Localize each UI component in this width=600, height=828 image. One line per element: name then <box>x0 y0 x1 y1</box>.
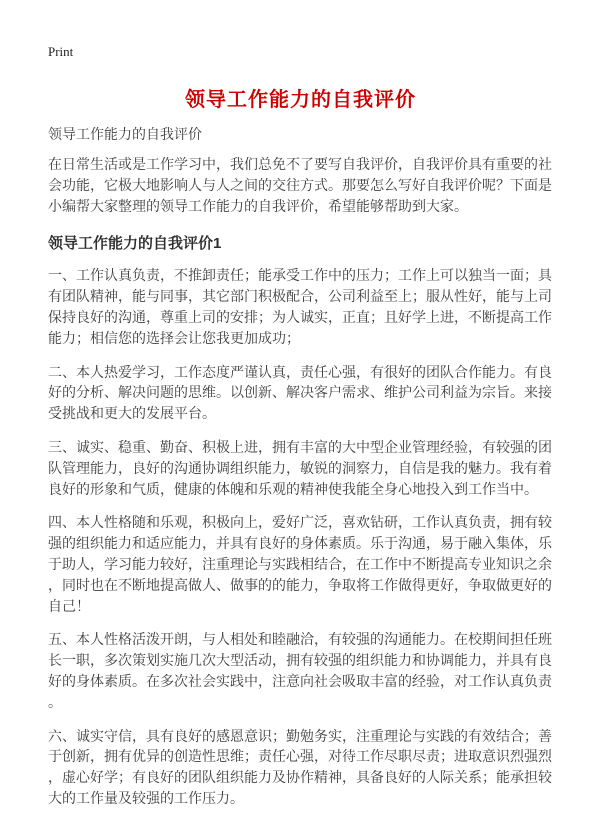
page-title: 领导工作能力的自我评价 <box>185 89 416 111</box>
body-paragraph-6: 六、诚实守信，具有良好的感恩意识；勤勉务实，注重理论与实践的有效结合；善于创新，拥有优异的创造性思维；责任心强，对待工作尽职尽责；进取意识烈强烈，虚心好学；有良好的团队组织能力及协作精神，具备良好的人际关系；能承担较大的工作量及较强的工作压力。 <box>48 727 552 806</box>
intro-paragraph: 在日常生活或是工作学习中，我们总免不了要写自我评价，自我评价具有重要的社会功能，它极大地影响人与人之间的交往方式。那要怎么写好自我评价呢？下面是小编帮大家整理的领导工作能力的自我评价，希望能够帮助到大家。 <box>48 156 552 214</box>
body-paragraph-3: 三、诚实、稳重、勤奋、积极上进，拥有丰富的大中型企业管理经验，有较强的团队管理能力，良好的沟通协调组织能力，敏锐的洞察力，自信是我的魅力。我有着良好的形象和气质，健康的体魄和乐观的精神使我能全身心地投入到工作当中。 <box>48 438 552 497</box>
body-paragraph-4: 四、本人性格随和乐观，积极向上，爱好广泛，喜欢钻研，工作认真负责，拥有较强的组织能力和适应能力，并具有良好的身体素质。乐于沟通，易于融入集体，乐于助人，学习能力较好，注重理论与实践相结合，在工作中不断提高专业知识之余，同时也在不断地提高做人、做事的的能力，争取将工作做得更好，争取做更好的自己！ <box>48 514 552 614</box>
print-link[interactable]: Print <box>48 44 74 59</box>
body-paragraph-2: 二、本人热爱学习，工作态度严谨认真，责任心强，有很好的团队合作能力。有良好的分析、解决问题的思维。以创新、解决客户需求、维护公司利益为宗旨。来接受挑战和更大的发展平台。 <box>48 363 552 422</box>
body-paragraph-5: 五、本人性格活泼开朗，与人相处和睦融洽，有较强的沟通能力。在校期间担任班长一职，多次策划实施几次大型活动，拥有较强的组织能力和协调能力，并具有良好的身体素质。在多次社会实践中，注意向社会吸取丰富的经验，对工作认真负责。 <box>48 631 552 710</box>
section-heading: 领导工作能力的自我评价1 <box>48 235 222 253</box>
article-subtitle: 领导工作能力的自我评价 <box>48 126 202 142</box>
body-paragraph-1: 一、工作认真负责，不推卸责任；能承受工作中的压力；工作上可以独当一面；具有团队精神，能与同事，其它部门积极配合，公司利益至上；服从性好，能与上司保持良好的沟通，尊重上司的安排；为人诚实，正直；且好学上进，不断提高工作能力；相信您的选择会让您我更加成功； <box>48 267 552 346</box>
